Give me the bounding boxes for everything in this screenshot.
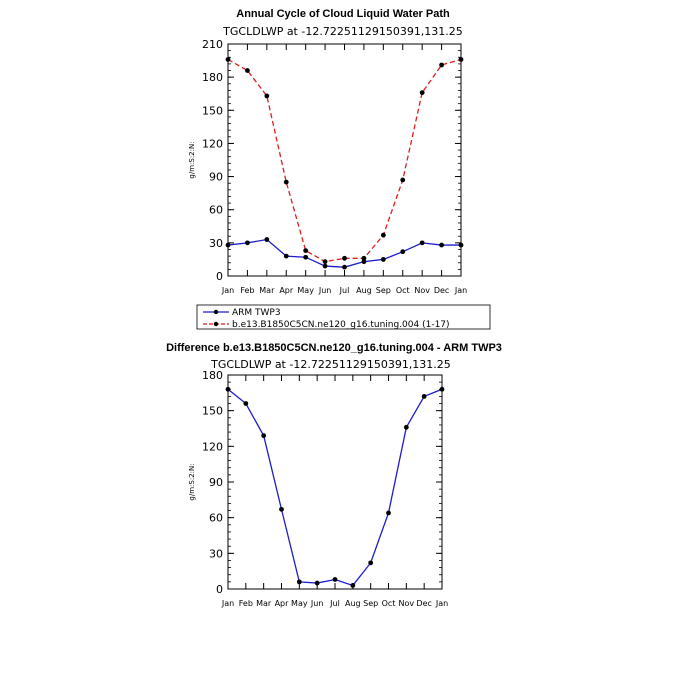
data-point xyxy=(303,255,308,260)
plot-frame xyxy=(228,44,461,276)
x-tick-label: Dec xyxy=(433,286,450,295)
series-line xyxy=(228,240,461,268)
x-tick-label: Aug xyxy=(345,599,361,608)
data-point xyxy=(261,433,266,438)
x-tick-label: Apr xyxy=(279,286,294,295)
data-point xyxy=(422,394,427,399)
data-point xyxy=(459,57,464,62)
series-line xyxy=(228,59,461,261)
y-tick-label: 90 xyxy=(209,170,223,184)
data-point xyxy=(303,248,308,253)
y-tick-label: 30 xyxy=(209,236,223,250)
x-tick-label: Feb xyxy=(240,286,255,295)
diff-chart-title: Difference b.e13.B1850C5CN.ne120_g16.tuning.004 - ARM TWP3 xyxy=(166,342,502,354)
y-tick-label: 150 xyxy=(202,404,223,418)
x-tick-label: May xyxy=(291,599,308,608)
y-tick-label: 180 xyxy=(202,71,223,85)
data-point xyxy=(297,579,302,584)
data-point xyxy=(342,256,347,261)
x-tick-label: Aug xyxy=(356,286,372,295)
data-point xyxy=(226,57,231,62)
x-tick-label: Jan xyxy=(221,599,235,608)
y-ticks xyxy=(202,38,461,283)
x-tick-label: Sep xyxy=(363,599,379,608)
x-tick-label: Nov xyxy=(398,599,415,608)
y-tick-label: 150 xyxy=(202,104,223,118)
legend-label-obs: ARM TWP3 xyxy=(232,308,281,318)
data-point xyxy=(323,264,328,269)
y-axis-label: g/m:S:2:N: xyxy=(188,141,196,179)
data-point xyxy=(279,507,284,512)
data-point xyxy=(226,243,231,248)
data-point xyxy=(440,387,445,392)
y-tick-label: 90 xyxy=(209,476,223,489)
data-point xyxy=(439,63,444,68)
x-tick-label: Mar xyxy=(259,286,275,295)
data-point xyxy=(400,249,405,254)
x-tick-label: Jun xyxy=(318,286,332,295)
series-layer xyxy=(226,57,464,269)
data-point xyxy=(400,177,405,182)
chart-title: Annual Cycle of Cloud Liquid Water Path xyxy=(236,8,450,20)
legend-label-model: b.e13.B1850C5CN.ne120_g16.tuning.004 (1-17) xyxy=(232,320,450,330)
data-point xyxy=(245,68,250,73)
data-point xyxy=(350,583,355,588)
data-point xyxy=(284,180,289,185)
data-point xyxy=(368,560,373,565)
diff-y-ticks xyxy=(202,369,442,596)
y-tick-label: 210 xyxy=(202,38,223,51)
x-tick-label: Jul xyxy=(339,286,350,295)
y-tick-label: 0 xyxy=(216,270,223,283)
data-point xyxy=(404,425,409,430)
y-tick-label: 0 xyxy=(216,583,223,596)
x-tick-label: Feb xyxy=(238,599,253,608)
data-point xyxy=(459,243,464,248)
legend xyxy=(197,305,490,330)
diff-y-axis-label: g/m:S:2:N: xyxy=(188,463,196,501)
x-tick-label: Oct xyxy=(381,599,396,608)
diff-chart-subtitle: TGCLDLWP at -12.72251129150391,131.25 xyxy=(211,358,451,371)
data-point xyxy=(439,243,444,248)
x-tick-label: Sep xyxy=(375,286,391,295)
x-tick-label: Jan xyxy=(221,286,235,295)
x-tick-label: Apr xyxy=(274,599,289,608)
x-tick-label: Jan xyxy=(435,599,449,608)
data-point xyxy=(342,265,347,270)
data-point xyxy=(420,240,425,245)
data-point xyxy=(381,257,386,262)
x-tick-label: Jul xyxy=(330,599,340,608)
legend-marker-model xyxy=(214,322,218,326)
y-tick-label: 60 xyxy=(209,203,223,217)
data-point xyxy=(264,237,269,242)
data-point xyxy=(381,233,386,238)
x-tick-label: Jan xyxy=(454,286,468,295)
data-point xyxy=(245,240,250,245)
annual-cycle-chart xyxy=(188,8,490,330)
x-tick-label: May xyxy=(297,286,314,295)
data-point xyxy=(333,577,338,582)
difference-chart xyxy=(166,342,502,608)
y-tick-label: 30 xyxy=(209,547,223,561)
diff-plot-frame xyxy=(228,375,442,589)
data-point xyxy=(264,94,269,99)
y-tick-label: 120 xyxy=(202,137,223,151)
y-tick-label: 180 xyxy=(202,369,223,382)
data-point xyxy=(323,259,328,264)
data-point xyxy=(284,254,289,259)
data-point xyxy=(386,511,391,516)
x-tick-label: Jun xyxy=(310,599,324,608)
x-tick-label: Nov xyxy=(414,286,430,295)
data-point xyxy=(362,256,367,261)
data-point xyxy=(243,401,248,406)
y-tick-label: 120 xyxy=(202,440,223,454)
data-point xyxy=(226,387,231,392)
x-tick-label: Mar xyxy=(256,599,272,608)
data-point xyxy=(420,90,425,95)
data-point xyxy=(315,581,320,586)
series-line xyxy=(228,389,442,585)
x-tick-label: Oct xyxy=(395,286,410,295)
diff-x-ticks xyxy=(221,375,448,608)
legend-marker-obs xyxy=(214,310,218,314)
y-tick-label: 60 xyxy=(209,511,223,525)
diff-series-layer xyxy=(226,387,445,588)
x-tick-label: Dec xyxy=(416,599,432,608)
chart-subtitle: TGCLDLWP at -12.72251129150391,131.25 xyxy=(223,25,463,38)
